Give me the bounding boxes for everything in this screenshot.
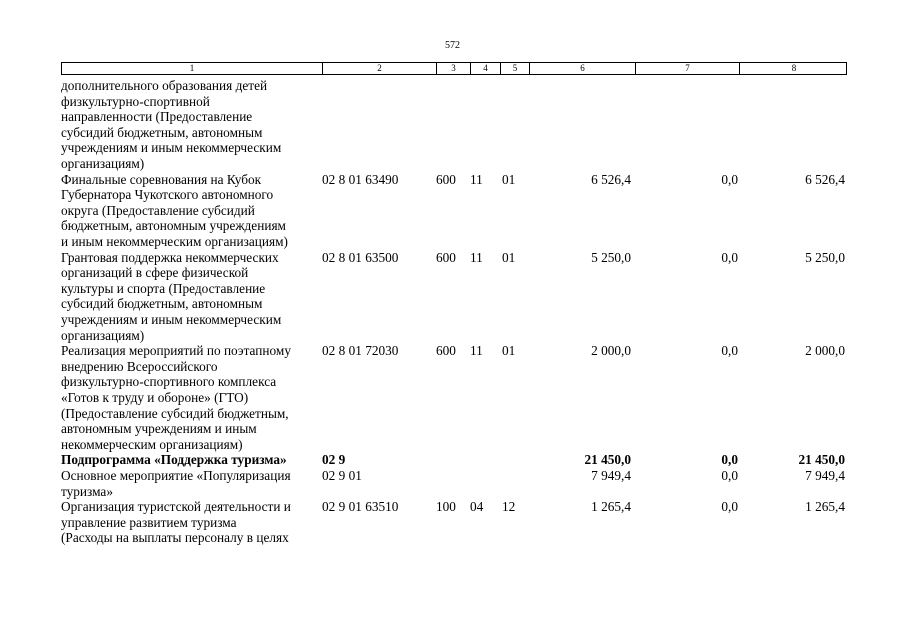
row-name-line: субсидий бюджетным, автономным — [61, 296, 263, 312]
row-value-8: 5 250,0 — [805, 249, 845, 265]
row-value-7: 0,0 — [721, 171, 738, 187]
row-col-5: 01 — [502, 171, 516, 187]
row-value-8: 7 949,4 — [805, 468, 845, 483]
header-col-4: 4 — [471, 63, 501, 74]
row-value-6: 6 526,4 — [591, 171, 631, 187]
row-value-7: 0,0 — [721, 468, 738, 483]
row-col-4: 11 — [470, 171, 483, 187]
row-value-6: 21 450,0 — [584, 452, 631, 468]
row-name-line: Реализация мероприятий по поэтапному — [61, 343, 291, 359]
row-code: 02 8 01 63500 — [322, 249, 399, 265]
row-name-line: организаций в сфере физической — [61, 265, 249, 281]
row-name-line: «Готов к труду и обороне» (ГТО) — [61, 389, 249, 405]
header-col-7: 7 — [636, 63, 740, 74]
row-value-6: 2 000,0 — [591, 343, 631, 359]
row-name-line: управление развитием туризма — [61, 514, 237, 530]
row-name-line: физкультурно-спортивного комплекса — [61, 374, 277, 390]
row-code: 02 9 01 63510 — [322, 499, 399, 515]
row-value-8: 1 265,4 — [805, 499, 845, 515]
row-name — [61, 78, 326, 172]
row-col-3: 600 — [436, 249, 456, 265]
row-value-6: 7 949,4 — [591, 468, 631, 483]
row-code: 02 8 01 72030 — [322, 343, 399, 359]
row-value-8: 2 000,0 — [805, 343, 845, 359]
row-name-line: и иным некоммерческим организациям) — [61, 233, 288, 249]
row-name — [61, 172, 326, 250]
header-col-2: 2 — [323, 63, 437, 74]
row-name — [61, 250, 326, 344]
row-col-4: 11 — [470, 249, 483, 265]
row-name-line: внедрению Всероссийского — [61, 358, 218, 374]
row-col-4: 04 — [470, 499, 484, 515]
row-value-7: 0,0 — [721, 452, 738, 468]
row-name-line: Подпрограмма «Поддержка туризма» — [61, 452, 287, 468]
row-col-4: 11 — [470, 343, 483, 359]
header-col-1: 1 — [62, 63, 323, 74]
row-name-line: Основное мероприятие «Популяризация — [61, 468, 291, 483]
header-col-3: 3 — [437, 63, 471, 74]
row-name — [61, 499, 326, 546]
row-col-5: 01 — [502, 249, 516, 265]
page-number: 572 — [445, 40, 460, 51]
row-name-line: (Предоставление субсидий бюджетным, — [61, 405, 289, 421]
row-value-7: 0,0 — [721, 249, 738, 265]
row-name — [61, 452, 326, 468]
row-name-line: Грантовая поддержка некоммерческих — [61, 249, 279, 265]
row-value-6: 5 250,0 — [591, 249, 631, 265]
row-name-line: организациям) — [61, 155, 145, 171]
header-col-8: 8 — [791, 63, 797, 73]
row-col-3: 100 — [436, 499, 456, 515]
row-name-line: учреждениям и иным некоммерческим — [61, 311, 282, 327]
row-name-line: субсидий бюджетным, автономным — [61, 124, 263, 140]
row-name-line: организациям) — [61, 327, 145, 343]
row-col-3: 600 — [436, 343, 456, 359]
row-name-line: направленности (Предоставление — [61, 109, 253, 125]
row-code: 02 9 01 — [322, 468, 362, 483]
row-name-line: Губернатора Чукотского автономного — [61, 187, 274, 203]
row-name-line: округа (Предоставление субсидий — [61, 202, 255, 218]
row-col-3: 600 — [436, 171, 456, 187]
row-code: 02 8 01 63490 — [322, 171, 399, 187]
row-value-8: 6 526,4 — [805, 171, 845, 187]
row-name-line: туризма» — [61, 483, 113, 499]
row-name-line: (Расходы на выплаты персоналу в целях — [61, 530, 289, 546]
row-col-5: 01 — [502, 343, 516, 359]
row-value-6: 1 265,4 — [591, 499, 631, 515]
table-header — [61, 62, 847, 75]
row-value-7: 0,0 — [721, 499, 738, 515]
row-value-7: 0,0 — [721, 343, 738, 359]
row-name — [61, 343, 326, 452]
header-col-6: 6 — [530, 63, 636, 74]
row-name-line: физкультурно-спортивной — [61, 93, 210, 109]
row-name-line: дополнительного образования детей — [61, 78, 268, 93]
row-name-line: автономным учреждениям и иным — [61, 421, 257, 437]
row-col-5: 12 — [502, 499, 516, 515]
row-code: 02 9 — [322, 452, 346, 468]
row-name-line: Организация туристской деятельности и — [61, 499, 291, 515]
header-col-5: 5 — [501, 63, 530, 74]
row-name — [61, 468, 326, 499]
row-value-8: 21 450,0 — [798, 452, 845, 468]
row-name-line: учреждениям и иным некоммерческим — [61, 140, 282, 156]
row-name-line: некоммерческим организациям) — [61, 436, 243, 452]
row-name-line: Финальные соревнования на Кубок — [61, 171, 262, 187]
row-name-line: культуры и спорта (Предоставление — [61, 280, 266, 296]
row-name-line: бюджетным, автономным учреждениям — [61, 218, 286, 234]
